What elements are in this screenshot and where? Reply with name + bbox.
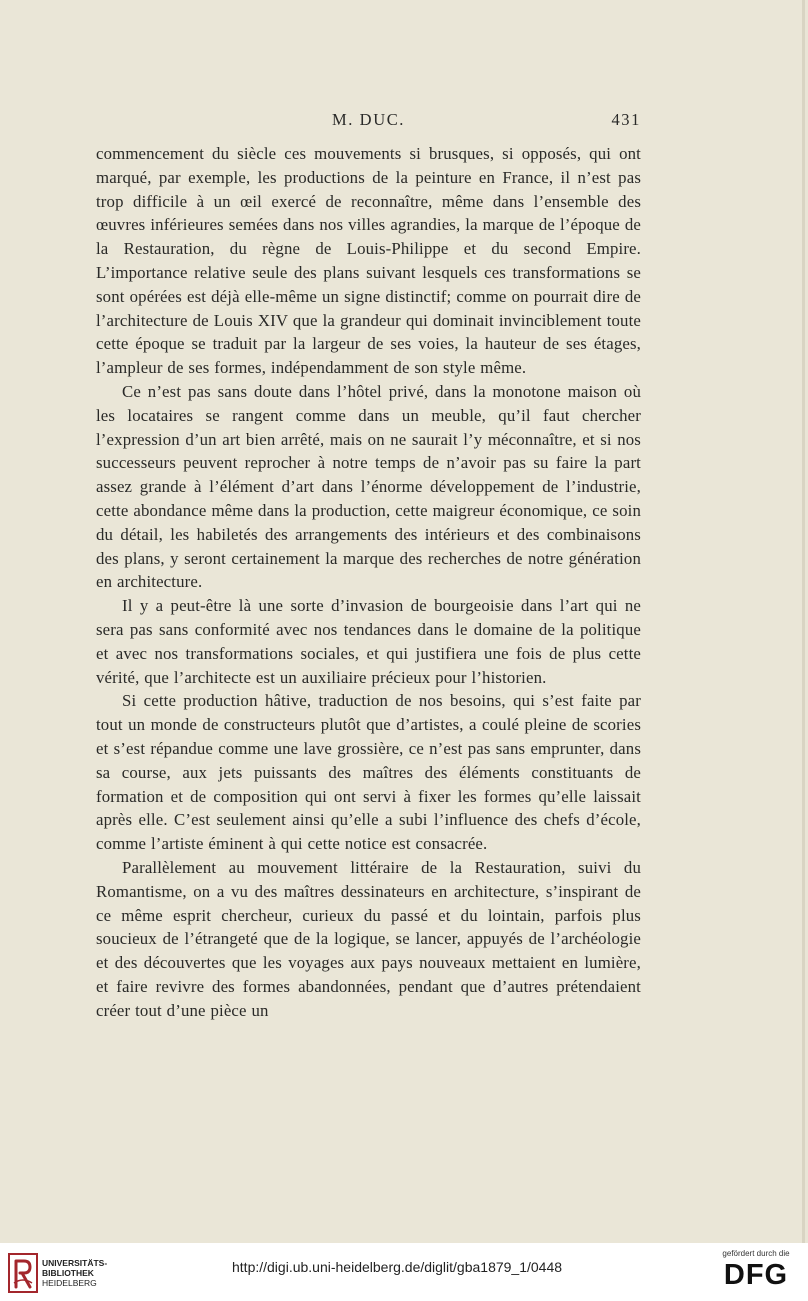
paragraph-5: Parallèlement au mouvement littéraire de la Restauration, suivi du Romantisme, on a vu des maîtres dessinateurs en architecture, s’inspirant de ce même esprit chercheur, curieux du passé et du lointain, parfois plus soucieux de l’étrangeté que de la logique, se lancer, appuyés de l’archéologie et des découvertes que les voyages aux pays nouveaux mettaient en lumière, et faire revivre des formes abandonnées, pendant que d’autres prétendaient créer tout d’une pièce un bbox=[96, 857, 641, 1020]
library-name-line-1: UNIVERSITÄTS- bbox=[42, 1258, 108, 1268]
library-name-line-2: BIBLIOTHEK bbox=[42, 1268, 94, 1278]
permalink-url[interactable]: http://digi.ub.uni-heidelberg.de/diglit/gba1879_1/0448 bbox=[232, 1259, 563, 1275]
running-title: M. DUC. bbox=[331, 110, 406, 129]
dfg-wordmark: DFG bbox=[723, 1259, 789, 1291]
dfg-logo[interactable] bbox=[714, 1249, 798, 1291]
running-header bbox=[96, 110, 641, 134]
page-number: 431 bbox=[611, 110, 641, 129]
paragraph-1: commencement du siècle ces mouvements si brusques, si opposés, qui ont marqué, par exemple, les productions de la peinture en France, il n’est pas trop difficile à un œil exercé de reconnaître, même dans l’ensemble des œuvres inférieures semées dans nos villes agrandies, la marque de l’époque de la Restauration, du règne de Louis-Philippe et du second Empire. L’importance relative seule des plans suivant lesquels ces transformations se sont opérées est déjà elle-même un signe distinctif; comme on pourrait dire de l’architecture de Louis XIV que la grandeur qui dominait invinciblement toute cette époque se traduit par la largeur de ses voies, la hauteur de ses étages, l’ampleur de ses formes, indépendamment de son style même. bbox=[96, 144, 641, 378]
paragraph-4: Si cette production hâtive, traduction de nos besoins, qui s’est faite par tout un monde de constructeurs plutôt que d’artistes, a coulé pleine de scories et s’est répandue comme une lave grossière, ce n’est pas sans emprunter, dans sa course, aux jets puissants des maîtres des éléments constituants de formation et de composition qui ont servi à fixer les formes qu’elle laissait après elle. C’est seulement ainsi qu’elle a subi l’influence des chefs d’école, comme l’artiste éminent à qui cette notice est consacrée. bbox=[96, 691, 641, 854]
university-library-logo[interactable] bbox=[8, 1252, 118, 1294]
library-name-line-3: HEIDELBERG bbox=[42, 1278, 97, 1288]
paragraph-2: Ce n’est pas sans doute dans l’hôtel privé, dans la monotone maison où les locataires se rangent comme dans un meuble, qu’il faut chercher l’expression d’un art bien arrêté, mais on ne saurait l’y méconnaître, et si nos successeurs peuvent reprocher à notre temps de n’avoir pas su faire la part assez grande à l’élément d’art dans l’énorme développement de l’industrie, cette abondance même dans la production, cette maigreur économique, ce soin du détail, les habiletés des arrangements des intérieurs et des combinaisons des plans, y seront certainement la marque des recherches de notre génération en architecture. bbox=[96, 381, 641, 592]
body-text bbox=[96, 142, 641, 1022]
funder-caption: gefördert durch die bbox=[722, 1249, 790, 1258]
library-seal-icon bbox=[8, 1253, 38, 1293]
viewer-footer bbox=[0, 1243, 808, 1301]
paragraph-3: Il y a peut-être là une sorte d’invasion de bourgeoisie dans l’art qui ne sera pas sans conformité avec nos tendances dans le domaine de la politique et avec nos transformations sociales, et qui justifiera une fois de plus cette vérité, que l’architecte est un auxiliaire précieux pour l’historien. bbox=[96, 596, 641, 687]
